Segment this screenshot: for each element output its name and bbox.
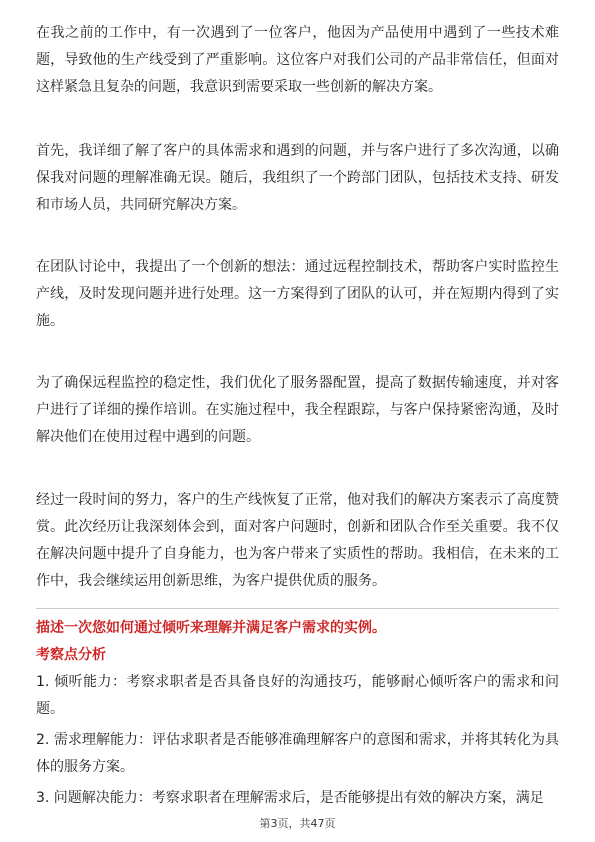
- body-paragraph-1: 在我之前的工作中，有一次遇到了一位客户，他因为产品使用中遇到了一些技术难题，导致他的生产线受到了严重影响。这位客户对我们公司的产品非常信任，但面对这样紧急且复杂的问题，我意识到需要采取一些创新的解决方案。: [36, 25, 559, 95]
- analysis-list: [36, 669, 559, 816]
- section-divider: [36, 608, 559, 609]
- body-paragraph-4: 为了确保远程监控的稳定性，我们优化了服务器配置，提高了数据传输速度，并对客户进行了详细的操作培训。在实施过程中，我全程跟踪，与客户保持紧密沟通，及时解决他们在使用过程中遇到的问题。: [36, 375, 559, 445]
- analysis-item-1: 1. 倾听能力：考察求职者是否具备良好的沟通技巧，能够耐心倾听客户的需求和问题。: [36, 674, 559, 717]
- body-paragraph-2: 首先，我详细了解了客户的具体需求和遇到的问题，并与客户进行了多次沟通，以确保我对问题的理解准确无误。随后，我组织了一个跨部门团队，包括技术支持、研发和市场人员，共同研究解决方案。: [36, 143, 559, 213]
- body-paragraph-3: 在团队讨论中，我提出了一个创新的想法：通过远程控制技术，帮助客户实时监控生产线，及时发现问题并进行处理。这一方案得到了团队的认可，并在短期内得到了实施。: [36, 259, 559, 329]
- body-paragraph-5: 经过一段时间的努力，客户的生产线恢复了正常，他对我们的解决方案表示了高度赞赏。此次经历让我深刻体会到，面对客户问题时，创新和团队合作至关重要。我不仅在解决问题中提升了自身能力，也为客户带来了实质性的帮助。我相信，在未来的工作中，我会继续运用创新思维，为客户提供优质的服务。: [36, 492, 559, 589]
- interview-question: 描述一次您如何通过倾听来理解并满足客户需求的实例。: [36, 620, 386, 636]
- analysis-item-2: 2. 需求理解能力：评估求职者是否能够准确理解客户的意图和需求，并将其转化为具体的服务方案。: [36, 732, 559, 775]
- analysis-item-3: 3. 问题解决能力：考察求职者在理解需求后，是否能够提出有效的解决方案，满足: [36, 790, 544, 806]
- analysis-title: 考察点分析: [36, 647, 106, 663]
- page-footer: 第3页，共47页: [259, 817, 336, 830]
